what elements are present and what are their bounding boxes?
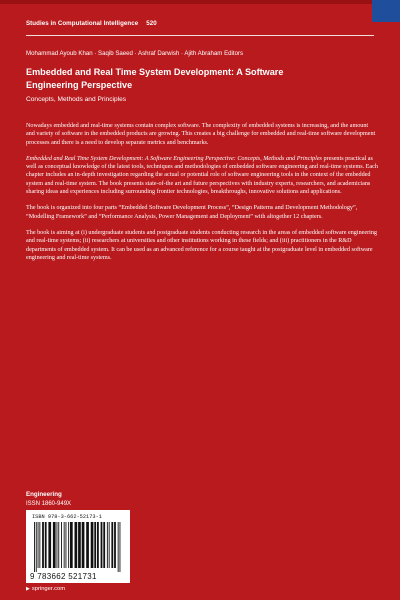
barcode-bar <box>118 522 119 572</box>
barcode-bar <box>34 522 35 572</box>
top-edge-band <box>0 0 400 4</box>
barcode-bar <box>91 522 94 568</box>
barcode-bar <box>114 522 116 568</box>
editors-role: Editors <box>224 50 244 57</box>
description-italic-title: Embedded and Real Time System Development: A Software Engineering Perspective: Concepts, Methods and Principles <box>26 155 322 162</box>
barcode-bar <box>58 522 59 568</box>
barcode-bar <box>45 522 47 568</box>
description-paragraph-3: The book is organized into four parts “Embedded Software Development Process”, “Design Patterns and Development Methodology”, “Modelling Framework” and “Performance Analysis, Power Management and Deployment” with altogether 12 chapters. <box>26 205 358 220</box>
barcode-digits: 9 783662 521731 <box>30 572 97 581</box>
description-paragraph-1: Nowadays embedded and real-time systems contain complex software. The complexity of embedded systems is increasing, and the amount and variety of software in the embedded products are growing. This creates a big challenge for embedded and real-time software development processes and there is a need to develop separate metrics and benchmarks. <box>26 123 376 146</box>
series-line <box>26 20 366 27</box>
barcode-bar <box>94 522 96 568</box>
barcode-bar <box>66 522 67 568</box>
barcode-bar <box>82 522 85 568</box>
barcode-panel <box>26 510 130 583</box>
barcode-bar <box>86 522 89 568</box>
author-names: Mohammad Ayoub Khan · Saqib Saeed · Ashraf Darwish · Ajith Abraham <box>26 50 223 57</box>
description <box>26 122 378 270</box>
subject-category: Engineering <box>26 491 62 498</box>
series-name: Studies in Computational Intelligence <box>26 20 139 27</box>
book-subtitle: Concepts, Methods and Principles <box>26 96 127 103</box>
barcode-bar <box>109 522 110 568</box>
barcode-bar <box>120 522 121 572</box>
website-text: springer.com <box>31 586 66 592</box>
barcode-bar <box>61 522 62 568</box>
series-number: 520 <box>146 20 157 27</box>
triangle-right-icon: ▶ <box>26 586 30 592</box>
barcode-bar <box>78 522 81 568</box>
barcode-bar <box>39 522 40 568</box>
barcode-bar <box>70 522 73 568</box>
book-title <box>26 66 336 91</box>
barcode-bar <box>111 522 113 568</box>
barcode-bar <box>38 522 39 568</box>
barcode-bar <box>101 522 103 568</box>
barcode-bar <box>103 522 105 568</box>
publisher-website <box>26 586 65 592</box>
description-paragraph-4: The book is aiming at (i) undergraduate students and postgraduate students conducting research in the areas of embedded software engineering and real-time systems; (ii) researchers at universities and other institutions working in these fields; and (iii) practitioners in the R&D departments of embedded system. It can be used as an advanced reference for a course taught at the postgraduate level in embedded software engineering and real-time systems. <box>26 229 377 261</box>
description-paragraph-2 <box>26 155 378 196</box>
description-paragraph-2-text: presents practical as well as conceptual knowledge of the latest tools, techniques and methodologies of embedded software engineering and real-time systems. Each chapter includes an in-depth investigation regarding the actual or potential role of software engineering tools in the context of the embedded system and real-time system. The book presents state-of-the art and future perspectives with industry experts, researchers, and academicians sharing ideas and experiences including surrounding frontier technologies, breakthroughs, innovative solutions and applications. <box>26 155 378 196</box>
barcode-bar <box>64 522 65 568</box>
barcode-graphic <box>32 522 124 572</box>
barcode-bar <box>75 522 78 568</box>
isbn-label: ISBN 978-3-662-52173-1 <box>32 514 102 520</box>
book-title-line-2: Engineering Perspective <box>26 79 133 90</box>
barcode-bar <box>57 522 58 568</box>
barcode-bar <box>68 522 69 568</box>
blue-accent-block <box>372 0 400 22</box>
barcode-bar <box>53 522 56 568</box>
header-divider <box>26 35 374 36</box>
barcode-bar <box>42 522 44 568</box>
barcode-bar <box>48 522 51 568</box>
barcode-bar <box>36 522 37 572</box>
issn-number: ISSN 1860-949X <box>26 501 72 507</box>
barcode-bar <box>107 522 108 568</box>
authors-line <box>26 50 374 57</box>
book-title-line-1: Embedded and Real Time System Development: A Software <box>26 67 284 77</box>
barcode-bar <box>97 522 99 568</box>
